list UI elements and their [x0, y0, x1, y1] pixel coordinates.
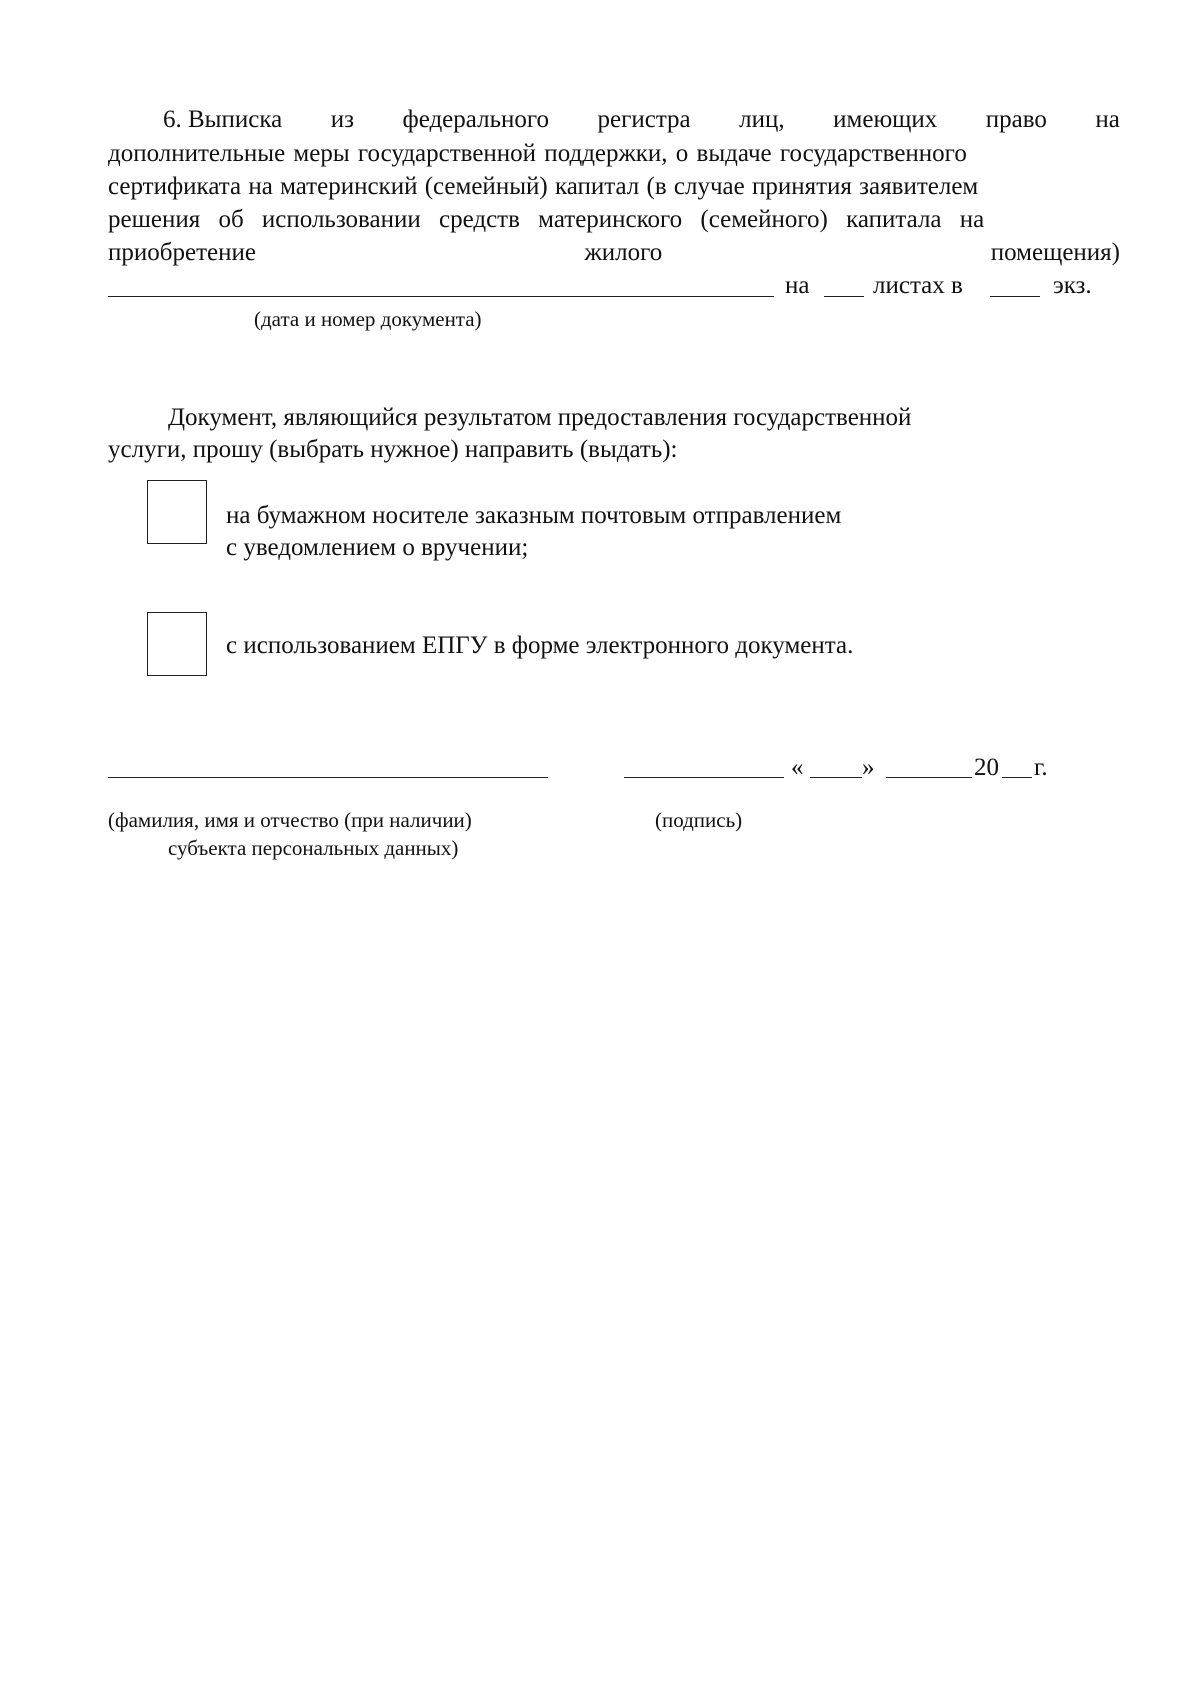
sheets-label: листах в	[873, 272, 963, 299]
item6-line-1	[163, 104, 1120, 136]
word: жилого	[584, 239, 663, 266]
open-quote: «	[791, 754, 804, 781]
copies-count-field[interactable]	[990, 296, 1040, 297]
signature-field[interactable]	[624, 777, 784, 778]
day-field[interactable]	[810, 777, 862, 778]
word: приобретение	[108, 239, 256, 266]
date-caption: (дата и номер документа)	[254, 307, 482, 331]
option-epgu-line-1: с использованием ЕПГУ в форме электронного документа.	[226, 632, 854, 659]
paper-delivery-checkbox[interactable]	[147, 480, 207, 544]
option-paper-line-1: на бумажном носителе заказным почтовым отправлением	[226, 502, 842, 529]
item6-line-4: решения об использовании средств материнского (семейного) капитала на	[108, 206, 985, 233]
word: помещения)	[990, 239, 1120, 266]
item6-line-5	[108, 237, 1120, 269]
word: на	[1095, 106, 1120, 133]
word: имеющих	[833, 106, 938, 133]
word: из	[330, 106, 354, 133]
item6-line-3: сертификата на материнский (семейный) капитал (в случае принятия заявителем	[108, 173, 979, 200]
document-date-number-field[interactable]	[108, 296, 774, 297]
option-paper-line-2: с уведомлением о вручении;	[226, 534, 529, 561]
na-label: на	[785, 272, 810, 299]
word: регистра	[597, 106, 691, 133]
word: лиц,	[739, 106, 785, 133]
signature-caption: (подпись)	[655, 808, 743, 832]
result-line-2: услуги, прошу (выбрать нужное) направить (выдать):	[108, 436, 678, 463]
item6-line-2: дополнительные меры государственной поддержки, о выдаче государственного	[108, 140, 967, 167]
year-field[interactable]	[1002, 777, 1032, 778]
word: право	[985, 106, 1047, 133]
copies-label: экз.	[1053, 272, 1092, 299]
year-prefix: 20	[974, 754, 999, 781]
month-field[interactable]	[886, 777, 972, 778]
word: федерального	[402, 106, 549, 133]
name-caption-line-2: субъекта персональных данных)	[168, 836, 459, 860]
result-line-1: Документ, являющийся результатом предоставления государственной	[168, 404, 912, 431]
full-name-field[interactable]	[108, 777, 548, 778]
name-caption-line-1: (фамилия, имя и отчество (при наличии)	[108, 808, 472, 832]
epgu-delivery-checkbox[interactable]	[147, 612, 207, 676]
sheets-count-field[interactable]	[824, 296, 864, 297]
year-suffix: г.	[1034, 754, 1048, 781]
close-quote: »	[862, 754, 875, 781]
word: 6. Выписка	[163, 106, 283, 133]
